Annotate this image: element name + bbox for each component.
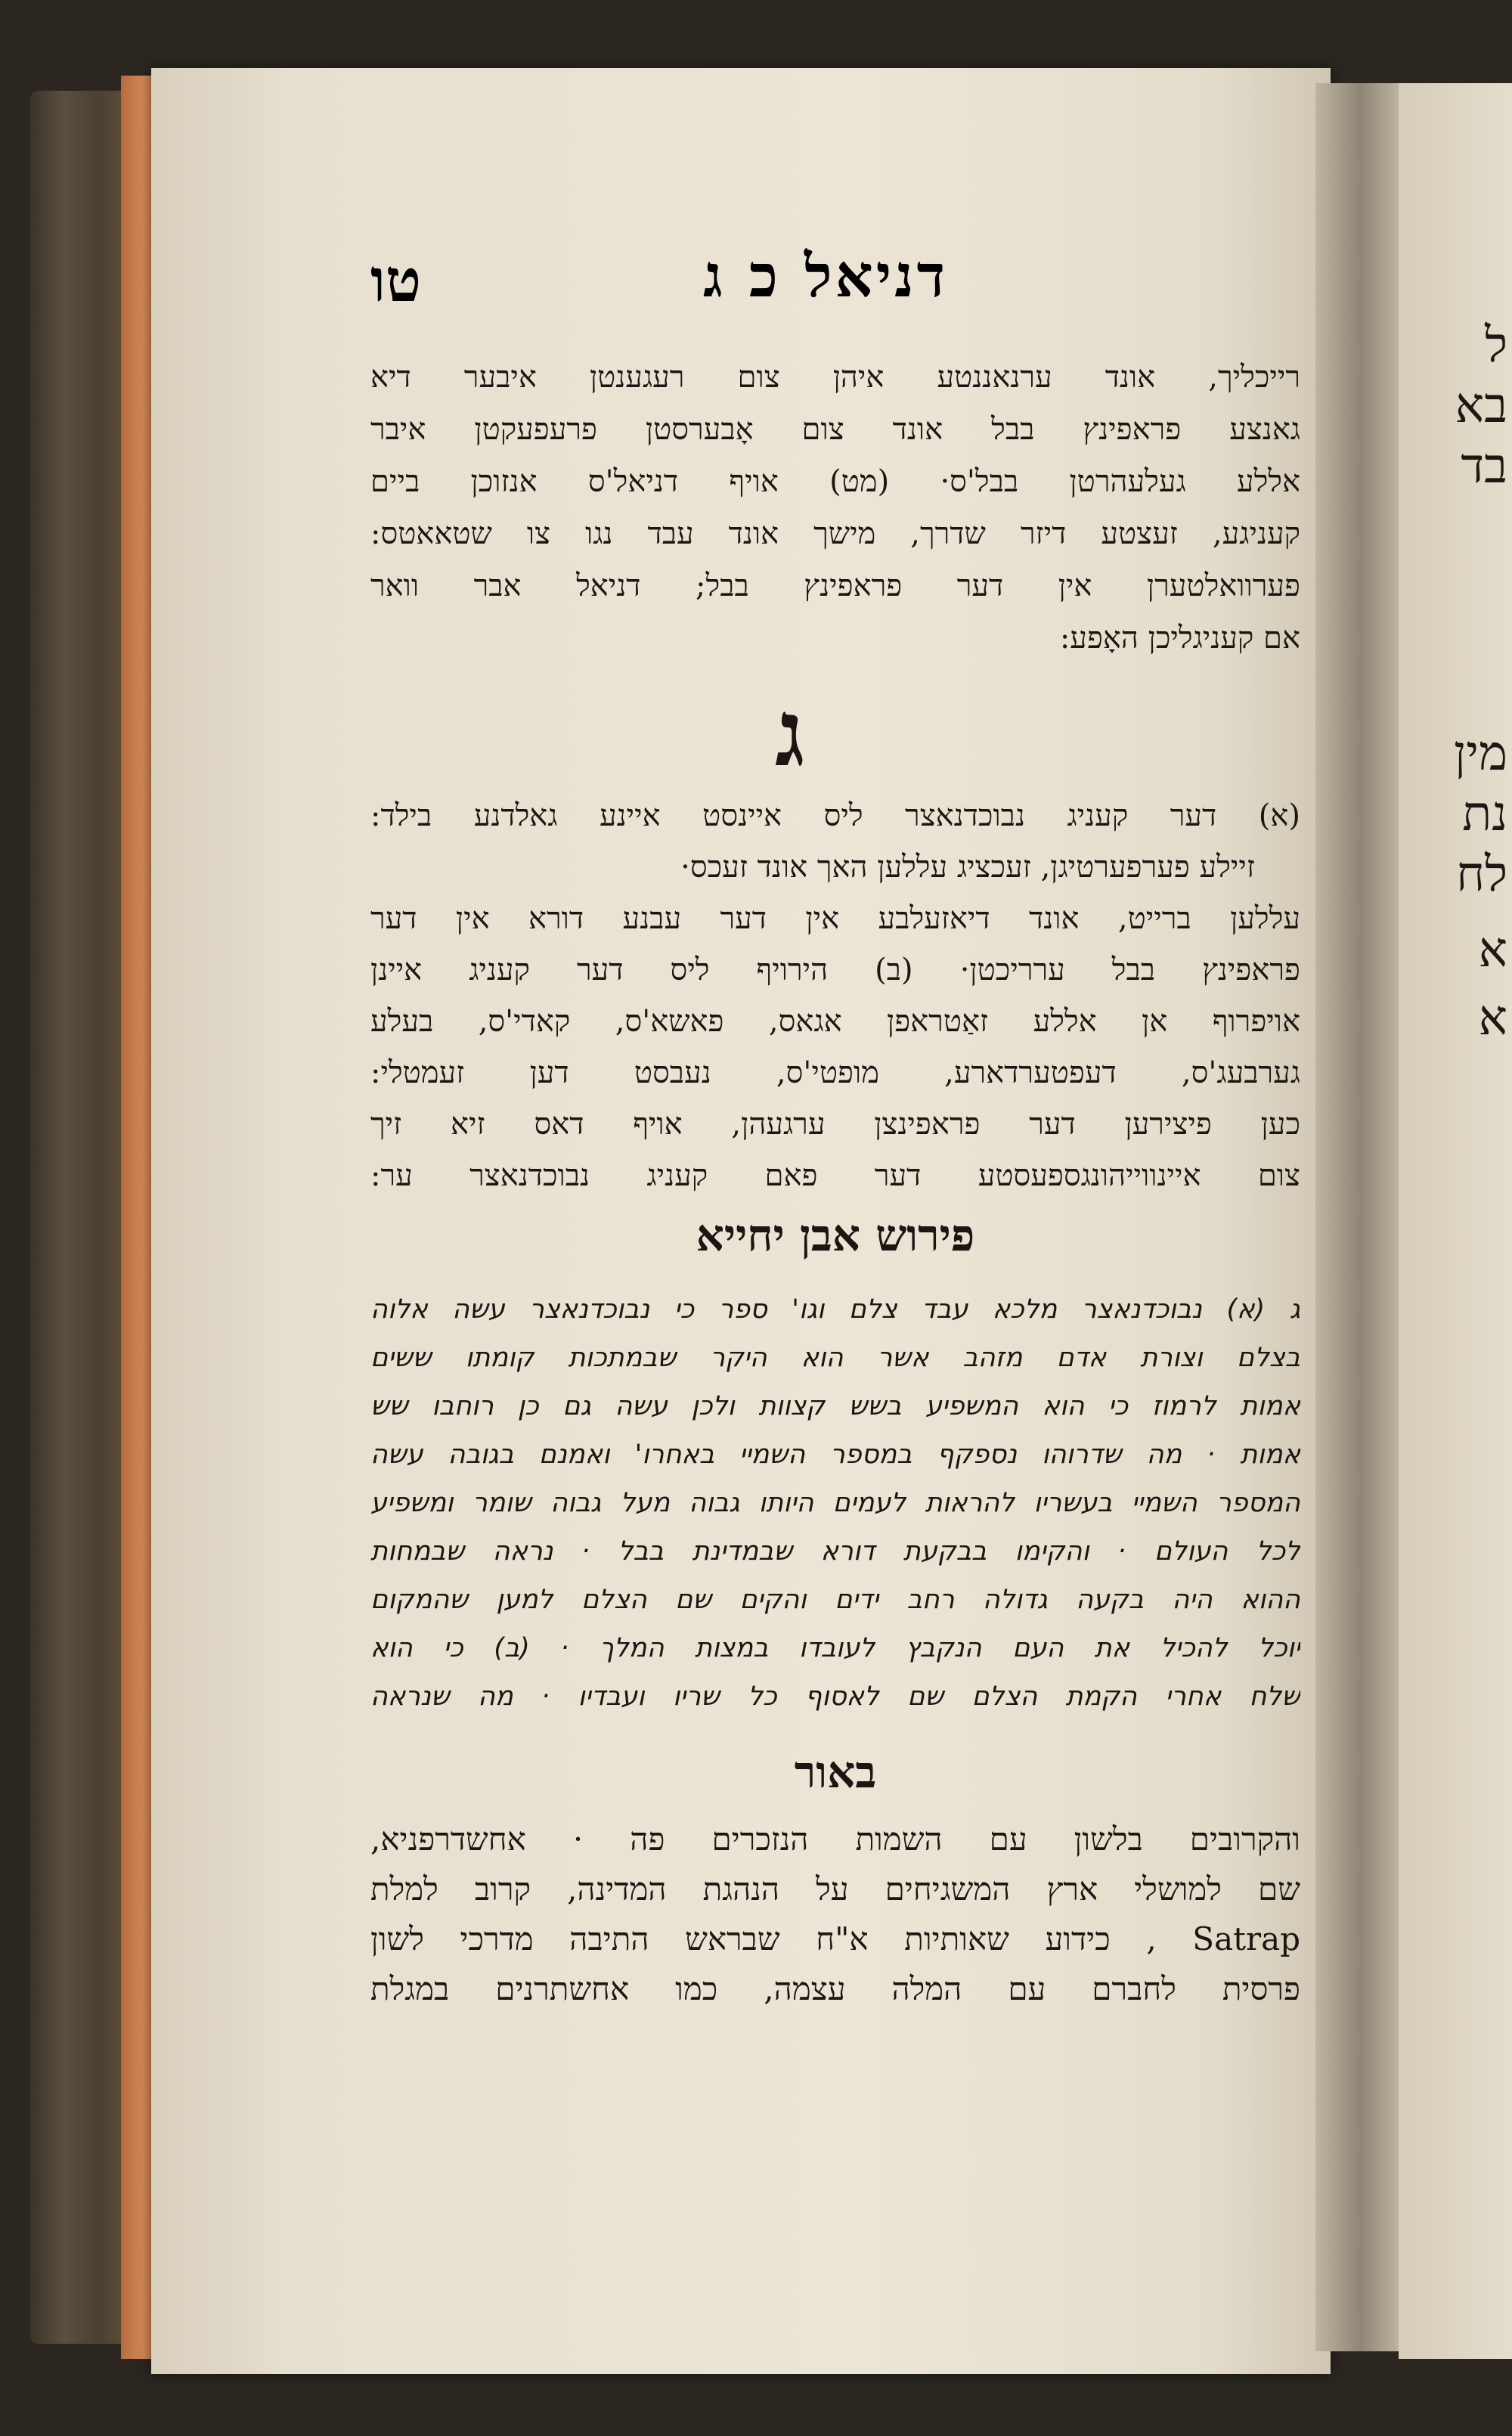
text-line: והקרובים בלשון עם השמות הנזכרים פה · אחשדרפניא, xyxy=(370,1821,1300,1858)
text-line: בצלם וצורת אדם מזהב אשר הוא היקר שבמתכות קומתו ששים xyxy=(370,1343,1300,1373)
text-line: אמות · מה שדרוהו נספקף במספר השמיי באחרו' ואמנם בגובה עשה xyxy=(370,1440,1300,1470)
right-page-fragment: בד xyxy=(1461,439,1507,494)
text-line: כען פיצירען דער פראפינצן ערגעהן, אויף דאס זיא זיך xyxy=(370,1107,1300,1142)
right-page-fragment: לח xyxy=(1456,847,1507,903)
running-title: דניאל כ ג xyxy=(703,242,949,311)
text-line: פראפינץ בבל ערריכטן· (ב) הירויף ליס דער קעניג איינן xyxy=(370,953,1300,987)
text-line: אויפרוף אן אללע זאַטראפן אגאס, פאשא'ס, קאדי'ס, בעלע xyxy=(370,1004,1300,1039)
right-page xyxy=(1399,83,1512,2359)
section-title-commentary: פירוש אבן יחייא xyxy=(696,1210,975,1261)
book-gutter xyxy=(1315,83,1406,2351)
text-line: עללען ברייט, אונד דיאזעלבע אין דער עבנע דורא אין דער xyxy=(370,901,1300,936)
text-line: אללע געלעהרטן בבל'ס· (מט) אויף דניאל'ס אנזוכן ביים xyxy=(370,464,1300,499)
paragraph-yiddish-2 xyxy=(370,790,1300,1201)
paragraph-biur xyxy=(370,1815,1300,2014)
text-line: זיילע פערפערטיגן, זעכציג עללען האך אונד זעכס· xyxy=(680,850,1255,885)
right-page-fragment: א xyxy=(1478,990,1507,1046)
text-line: אם קעניגליכן האָפע: xyxy=(1059,621,1300,655)
text-line: שלח אחרי הקמת הצלם שם לאסוף כל שריו ועבדיו · מה שנראה xyxy=(370,1681,1300,1712)
text-line: יוכל להכיל את העם הנקבץ לעובדו במצות המלך · (ב) כי הוא xyxy=(370,1633,1300,1663)
chapter-letter: ג xyxy=(775,680,805,787)
paragraph-commentary xyxy=(370,1285,1300,1721)
text-line: אמות לרמוז כי הוא המשפיע בשש קצוות ולכן עשה גם כן רוחבו שש xyxy=(370,1391,1300,1421)
page-header xyxy=(370,242,1300,325)
text-line: צום איינווייהונגספעסטע דער פאם קעניג נבוכדנאצר ער: xyxy=(370,1158,1300,1193)
text-line: (א) דער קעניג נבוכדנאצר ליס איינסט איינע גאלדנע בילד: xyxy=(370,798,1300,833)
right-page-fragment: בא xyxy=(1455,378,1507,434)
right-page-fragment: א xyxy=(1478,922,1507,978)
text-line: פערוואלטערן אין דער פראפינץ בבל; דניאל אבר וואר xyxy=(370,569,1300,603)
right-page-fragment: מין xyxy=(1453,726,1507,782)
text-line: Satrap , כידוע שאותיות א"ח שבראש התיבה מדרכי לשון xyxy=(370,1920,1300,1957)
text-line: לכל העולם · והקימו בבקעת דורא שבמדינת בבל · נראה שבמחות xyxy=(370,1536,1300,1567)
text-line: ג (א) נבוכדנאצר מלכא עבד צלם וגו' ספר כי נבוכדנאצר עשה אלוה xyxy=(370,1294,1300,1325)
page-number: טו xyxy=(370,246,422,315)
text-line: גאנצע פראפינץ בבל אונד צום אָבערסטן פרעפעקטן איבר xyxy=(370,412,1300,447)
right-page-fragment: ל xyxy=(1485,318,1507,373)
text-line: רייכליך, אונד ערנאננטע איהן צום רעגענטן איבער דיא xyxy=(370,360,1300,395)
paragraph-yiddish-1 xyxy=(370,352,1300,665)
text-line: גערבעג'ס, דעפטערדארע, מופטי'ס, נעבסט דען זעמטלי: xyxy=(370,1055,1300,1090)
text-line: ההוא היה בקעה גדולה רחב ידים והקים שם הצלם למען שהמקום xyxy=(370,1585,1300,1615)
section-title-biur: באור xyxy=(794,1746,877,1798)
text-line: שם למושלי ארץ המשגיחים על הנהגת המדינה, קרוב למלת xyxy=(370,1870,1300,1908)
text-line: קעניגע, זעצטע דיזר שדרך, מישך אונד עבד נגו צו שטאאטס: xyxy=(370,516,1300,551)
text-line: המספר השמיי בעשריו להראות לעמים היותו גבוה מעל גבוה שומר ומשפיע xyxy=(370,1488,1300,1518)
text-line: פרסית לחברם עם המלה עצמה, כמו אחשתרנים במגלת xyxy=(370,1970,1300,2007)
right-page-fragment: נת xyxy=(1462,786,1507,842)
